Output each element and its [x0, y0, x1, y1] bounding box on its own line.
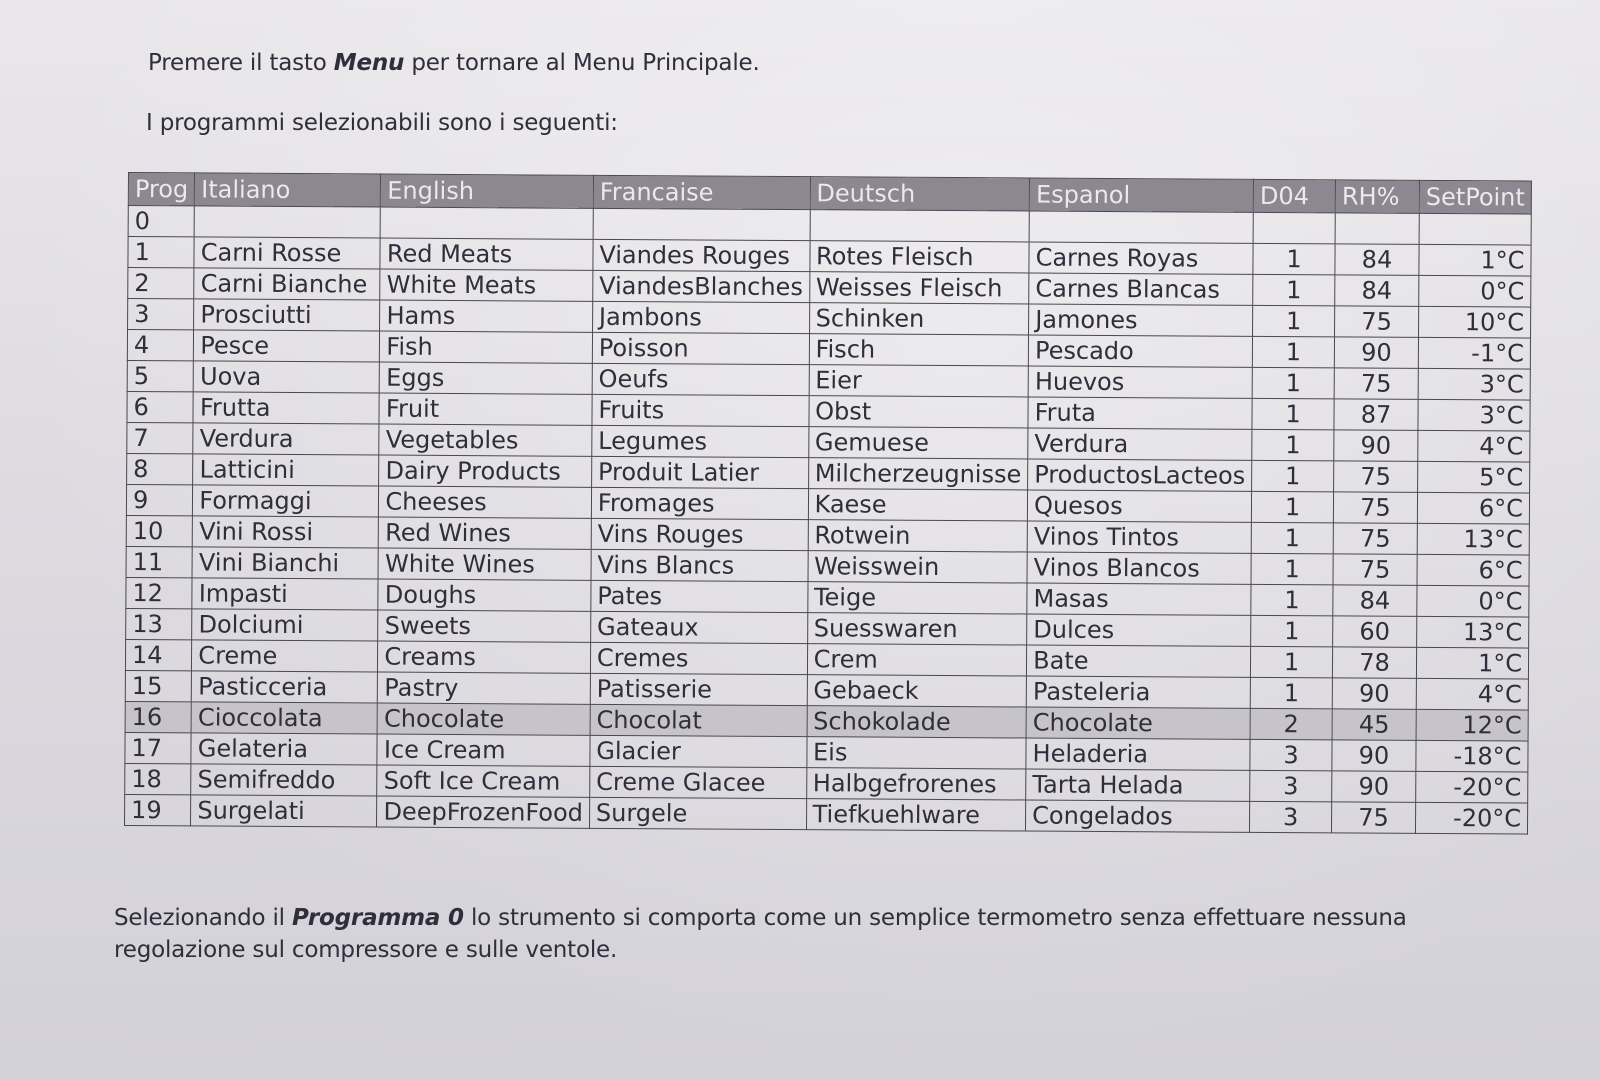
cell-italiano: Carni Bianche	[194, 268, 380, 300]
cell-espanol: Carnes Blancas	[1029, 273, 1253, 305]
programs-subtitle: I programmi selezionabili sono i seguenti:	[146, 110, 618, 136]
cell-espanol: Quesos	[1028, 490, 1252, 522]
cell-prog: 5	[127, 360, 194, 391]
cell-espanol: Carnes Royas	[1029, 242, 1253, 274]
cell-prog: 13	[126, 608, 193, 639]
cell-espanol: Chocolate	[1026, 707, 1250, 739]
cell-italiano: Vini Bianchi	[192, 547, 378, 579]
cell-deutsch: Eis	[806, 737, 1026, 769]
cell-d04: 1	[1251, 491, 1333, 523]
cell-rh: 90	[1332, 771, 1416, 803]
cell-deutsch: Gebaeck	[807, 675, 1027, 707]
cell-rh: 75	[1333, 492, 1417, 524]
cell-d04: 3	[1250, 770, 1332, 802]
cell-espanol: Pasteleria	[1026, 676, 1250, 708]
cell-italiano: Verdura	[193, 423, 379, 455]
intro-text	[148, 50, 760, 76]
menu-key-label: Menu	[333, 50, 405, 76]
cell-italiano	[194, 206, 380, 238]
cell-deutsch	[810, 210, 1030, 242]
cell-deutsch: Crem	[807, 644, 1027, 676]
cell-francaise: Creme Glacee	[590, 766, 807, 798]
cell-setpoint	[1419, 213, 1531, 245]
cell-rh: 75	[1335, 306, 1419, 338]
cell-prog: 2	[128, 268, 195, 299]
cell-francaise: Poisson	[592, 332, 809, 364]
cell-setpoint: 1°C	[1416, 647, 1528, 679]
cell-prog: 8	[127, 453, 194, 484]
cell-d04: 1	[1251, 553, 1333, 585]
cell-d04: 2	[1250, 708, 1332, 740]
cell-setpoint: -20°C	[1415, 802, 1527, 834]
column-header-prog: Prog	[128, 173, 195, 206]
cell-d04: 1	[1252, 398, 1334, 430]
cell-francaise: Pates	[591, 580, 808, 612]
column-header-rh: RH%	[1335, 180, 1419, 214]
intro-part2: per tornare al Menu Principale.	[411, 50, 760, 76]
cell-prog: 16	[125, 701, 192, 732]
column-header-espanol: Espanol	[1029, 178, 1253, 212]
cell-d04: 1	[1250, 677, 1332, 709]
outro-part2: lo strumento si comporta come un semplice termometro senza effettuare nessuna regolazione sul compressore e sulle ventole.	[114, 905, 1407, 963]
cell-prog: 9	[126, 484, 193, 515]
cell-deutsch: Eier	[809, 365, 1029, 397]
cell-setpoint: 10°C	[1418, 306, 1530, 338]
cell-rh: 87	[1334, 399, 1418, 431]
program-0-label: Programma 0	[291, 905, 464, 931]
cell-italiano: Impasti	[192, 578, 378, 610]
cell-francaise: Viandes Rouges	[593, 239, 810, 271]
cell-prog: 7	[127, 422, 194, 453]
cell-rh: 45	[1332, 709, 1416, 741]
cell-francaise: Cremes	[590, 642, 807, 674]
cell-rh: 60	[1333, 616, 1417, 648]
cell-english: Sweets	[378, 610, 591, 642]
cell-espanol: Bate	[1027, 645, 1251, 677]
cell-prog: 11	[126, 546, 193, 577]
cell-english: Fish	[380, 331, 593, 363]
cell-italiano: Creme	[192, 640, 378, 672]
cell-espanol: Vinos Tintos	[1027, 521, 1251, 553]
cell-deutsch: Milcherzeugnisse	[808, 458, 1028, 490]
cell-italiano: Frutta	[193, 392, 379, 424]
cell-francaise: Jambons	[592, 301, 809, 333]
column-header-deutsch: Deutsch	[810, 177, 1030, 211]
cell-francaise: Legumes	[592, 425, 809, 457]
cell-espanol: Pescado	[1028, 335, 1252, 367]
cell-setpoint: 6°C	[1417, 492, 1529, 524]
programs-table-wrapper	[124, 172, 1532, 835]
cell-francaise: Vins Blancs	[591, 549, 808, 581]
cell-english: Cheeses	[379, 486, 592, 518]
cell-rh: 84	[1335, 244, 1419, 276]
cell-d04: 1	[1251, 584, 1333, 616]
cell-setpoint: 4°C	[1418, 430, 1530, 462]
cell-rh: 75	[1332, 802, 1416, 834]
cell-rh: 84	[1335, 275, 1419, 307]
cell-prog: 3	[128, 299, 195, 330]
cell-deutsch: Schokolade	[807, 706, 1027, 738]
cell-setpoint: 5°C	[1418, 461, 1530, 493]
cell-prog: 6	[127, 391, 194, 422]
cell-english: Red Wines	[379, 517, 592, 549]
cell-prog: 10	[126, 515, 193, 546]
cell-deutsch: Schinken	[809, 303, 1029, 335]
cell-rh: 75	[1334, 461, 1418, 493]
cell-english: Creams	[378, 641, 591, 673]
cell-deutsch: Obst	[809, 396, 1029, 428]
cell-deutsch: Weisswein	[808, 551, 1028, 583]
cell-espanol: Congelados	[1026, 800, 1250, 832]
cell-rh: 90	[1334, 430, 1418, 462]
cell-d04: 1	[1251, 522, 1333, 554]
cell-english: Red Meats	[380, 238, 593, 270]
cell-espanol: Tarta Helada	[1026, 769, 1250, 801]
cell-rh: 90	[1334, 337, 1418, 369]
cell-espanol: Jamones	[1029, 304, 1253, 336]
cell-setpoint: -20°C	[1416, 771, 1528, 803]
cell-francaise: Gateaux	[590, 611, 807, 643]
cell-setpoint: 3°C	[1418, 399, 1530, 431]
cell-english: DeepFrozenFood	[377, 796, 590, 828]
cell-prog: 4	[127, 330, 194, 361]
cell-english: Vegetables	[379, 424, 592, 456]
cell-setpoint: -1°C	[1418, 337, 1530, 369]
cell-espanol: Masas	[1027, 583, 1251, 615]
outro-part1: Selezionando il	[114, 905, 285, 931]
cell-setpoint: 13°C	[1417, 523, 1529, 555]
cell-francaise: ViandesBlanches	[593, 270, 810, 302]
cell-d04: 1	[1251, 615, 1333, 647]
cell-deutsch: Tiefkuehlware	[806, 799, 1026, 831]
cell-prog: 15	[125, 670, 192, 701]
cell-deutsch: Fisch	[809, 334, 1029, 366]
table-body	[125, 206, 1532, 835]
cell-italiano: Vini Rossi	[193, 516, 379, 548]
cell-prog: 17	[125, 732, 192, 763]
cell-english: Pastry	[378, 672, 591, 704]
cell-francaise: Patisserie	[590, 673, 807, 705]
cell-rh: 78	[1332, 647, 1416, 679]
cell-francaise: Chocolat	[590, 704, 807, 736]
cell-setpoint: 1°C	[1419, 244, 1531, 276]
cell-francaise: Vins Rouges	[591, 518, 808, 550]
cell-italiano: Gelateria	[191, 733, 377, 765]
cell-rh: 75	[1333, 523, 1417, 555]
cell-d04: 1	[1252, 336, 1334, 368]
cell-deutsch: Weisses Fleisch	[809, 272, 1029, 304]
cell-d04: 1	[1252, 429, 1334, 461]
cell-deutsch: Halbgefrorenes	[806, 768, 1026, 800]
cell-english: Eggs	[380, 362, 593, 394]
cell-francaise: Glacier	[590, 735, 807, 767]
cell-espanol: Vinos Blancos	[1027, 552, 1251, 584]
cell-setpoint: 0°C	[1417, 585, 1529, 617]
cell-d04: 3	[1250, 739, 1332, 771]
cell-deutsch: Kaese	[808, 489, 1028, 521]
cell-english: Chocolate	[377, 703, 590, 735]
cell-english: Ice Cream	[377, 734, 590, 766]
cell-english: Fruit	[379, 393, 592, 425]
cell-espanol	[1029, 211, 1253, 243]
cell-english: White Meats	[380, 269, 593, 301]
cell-francaise	[593, 208, 810, 240]
cell-rh: 84	[1333, 585, 1417, 617]
cell-espanol: Fruta	[1028, 397, 1252, 429]
cell-english: Dairy Products	[379, 455, 592, 487]
cell-d04: 1	[1252, 460, 1334, 492]
cell-italiano: Cioccolata	[191, 702, 377, 734]
cell-italiano: Carni Rosse	[194, 237, 380, 269]
cell-italiano: Formaggi	[193, 485, 379, 517]
column-header-setpoint: SetPoint	[1419, 180, 1531, 214]
cell-setpoint: 0°C	[1419, 275, 1531, 307]
cell-italiano: Latticini	[193, 454, 379, 486]
cell-italiano: Prosciutti	[194, 299, 380, 331]
cell-d04: 1	[1252, 367, 1334, 399]
cell-prog: 0	[128, 206, 195, 237]
cell-prog: 19	[125, 794, 192, 825]
cell-prog: 1	[128, 237, 195, 268]
cell-setpoint: -18°C	[1416, 740, 1528, 772]
cell-deutsch: Rotwein	[808, 520, 1028, 552]
outro-text	[114, 902, 1534, 966]
cell-d04: 3	[1250, 801, 1332, 833]
cell-deutsch: Teige	[807, 582, 1027, 614]
cell-english: Doughs	[378, 579, 591, 611]
cell-d04: 1	[1251, 646, 1333, 678]
cell-prog: 14	[125, 639, 192, 670]
cell-d04: 1	[1253, 305, 1335, 337]
cell-english: Soft Ice Cream	[377, 765, 590, 797]
cell-francaise: Fromages	[591, 487, 808, 519]
column-header-d04: D04	[1253, 179, 1335, 213]
cell-rh: 90	[1332, 678, 1416, 710]
cell-rh: 75	[1334, 368, 1418, 400]
cell-deutsch: Gemuese	[808, 427, 1028, 459]
column-header-english: English	[381, 174, 594, 208]
cell-setpoint: 6°C	[1417, 554, 1529, 586]
cell-espanol: Verdura	[1028, 428, 1252, 460]
cell-francaise: Surgele	[589, 797, 806, 829]
cell-english: Hams	[380, 300, 593, 332]
cell-rh: 90	[1332, 740, 1416, 772]
cell-setpoint: 4°C	[1416, 678, 1528, 710]
cell-italiano: Semifreddo	[191, 764, 377, 796]
cell-francaise: Produit Latier	[591, 456, 808, 488]
intro-part1: Premere il tasto	[148, 50, 327, 76]
cell-francaise: Fruits	[592, 394, 809, 426]
cell-d04: 1	[1253, 243, 1335, 275]
cell-english	[381, 207, 594, 239]
cell-italiano: Uova	[193, 361, 379, 393]
cell-italiano: Dolciumi	[192, 609, 378, 641]
column-header-francaise: Francaise	[593, 175, 810, 209]
cell-rh	[1335, 213, 1419, 245]
cell-espanol: Heladeria	[1026, 738, 1250, 770]
cell-setpoint: 13°C	[1417, 616, 1529, 648]
cell-italiano: Surgelati	[191, 795, 377, 827]
cell-italiano: Pasticceria	[192, 671, 378, 703]
cell-francaise: Oeufs	[592, 363, 809, 395]
cell-deutsch: Suesswaren	[807, 613, 1027, 645]
cell-rh: 75	[1333, 554, 1417, 586]
cell-setpoint: 3°C	[1418, 368, 1530, 400]
cell-prog: 12	[126, 577, 193, 608]
cell-english: White Wines	[378, 548, 591, 580]
cell-italiano: Pesce	[194, 330, 380, 362]
cell-espanol: Huevos	[1028, 366, 1252, 398]
cell-espanol: ProductosLacteos	[1028, 459, 1252, 491]
cell-prog: 18	[125, 763, 192, 794]
column-header-italiano: Italiano	[195, 173, 381, 207]
programs-table	[124, 172, 1532, 835]
cell-setpoint: 12°C	[1416, 709, 1528, 741]
cell-espanol: Dulces	[1027, 614, 1251, 646]
cell-d04: 1	[1253, 274, 1335, 306]
cell-d04	[1253, 212, 1335, 244]
cell-deutsch: Rotes Fleisch	[809, 241, 1029, 273]
